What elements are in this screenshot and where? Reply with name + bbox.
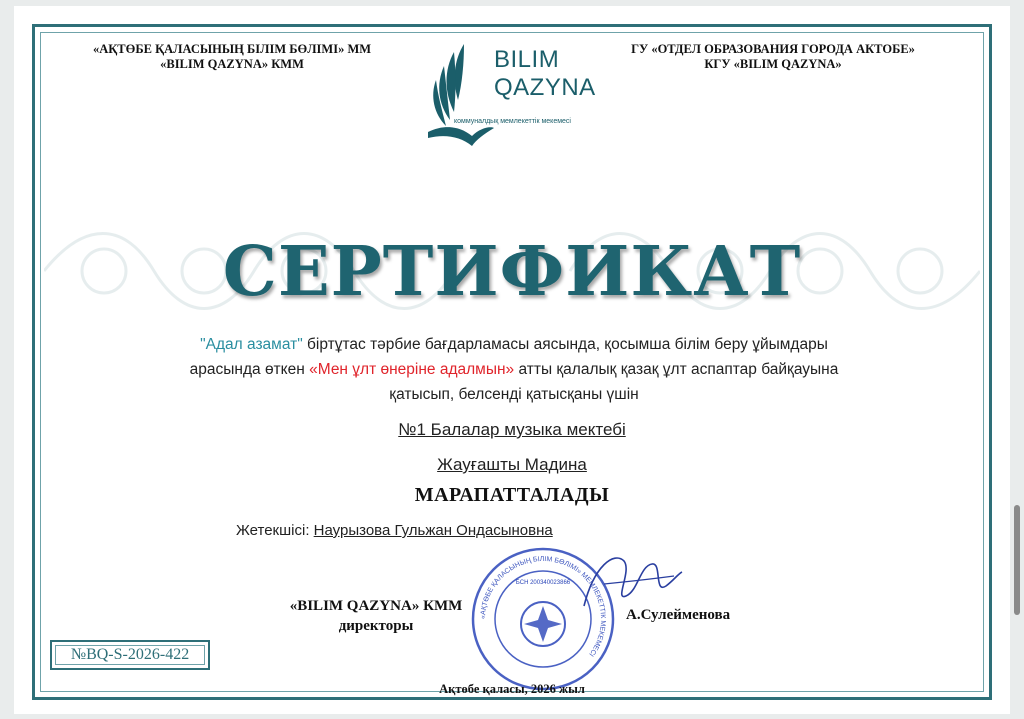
mentor-line (236, 522, 553, 539)
program-name: "Адал азамат" (200, 336, 303, 353)
header-right-line2: КГУ «BILIM QAZYNA» (704, 57, 842, 71)
certificate-number-text: №BQ-S-2026-422 (70, 646, 190, 663)
director-signature (574, 546, 684, 616)
body-text-part1: біртұтас тәрбие бағдарламасы аясында, қосымша білім беру ұйымдары арасында өткен (189, 336, 828, 378)
signer-name: А.Сулейменова (626, 607, 731, 623)
certificate-page (14, 6, 1010, 714)
recipient-name: Жауғашты Мадина (437, 455, 587, 474)
body-text-part2: атты қалалық қазақ ұлт аспаптар байқауына қатысып, белсенді қатысқаны үшін (389, 361, 839, 403)
logo-text-qazyna: QAZYNA (494, 74, 596, 101)
seal-inner-text: БСН 200340023866 (515, 580, 571, 586)
header-left-line2: «BILIM QAZYNA» КММ (160, 57, 304, 71)
footer-place-year: Ақтөбе қаласы, 2026 жыл (439, 682, 585, 696)
vertical-scrollbar[interactable] (1014, 505, 1020, 615)
book-wing-icon (424, 40, 494, 150)
seal-ring-text: «АҚТӨБЕ ҚАЛАСЫНЫҢ БІЛІМ БӨЛІМІ» МЕМЛЕКЕТТІК МЕКЕМЕСІ (479, 555, 607, 658)
header-left-line1: «АҚТӨБЕ ҚАЛАСЫНЫҢ БІЛІМ БӨЛІМІ» ММ (92, 42, 372, 56)
logo-text-bilim: BILIM (494, 46, 560, 73)
contest-name: «Мен ұлт өнеріне адалмын» (309, 361, 515, 378)
signature-organization (256, 596, 496, 636)
recipient-school-line (14, 420, 1010, 440)
recipient-school: №1 Балалар музыка мектебі (398, 420, 626, 439)
signature-org-line2: директоры (338, 618, 414, 634)
logo-tagline: коммуналдық мемлекеттік мекемесі (454, 118, 571, 125)
header-left (62, 42, 402, 72)
certificate-title: СЕРТИФИКАТ (222, 232, 802, 312)
certificate-number (50, 640, 210, 670)
mentor-name: Наурызова Гульжан Ондасыновна (313, 522, 553, 539)
header-right (600, 42, 946, 72)
header-right-line1: ГУ «ОТДЕЛ ОБРАЗОВАНИЯ ГОРОДА АКТОБЕ» (631, 42, 915, 56)
certificate-body-text (164, 332, 864, 407)
bilim-qazyna-logo (424, 36, 604, 156)
award-text: МАРАПАТТАЛАДЫ (414, 484, 610, 506)
signature-org-line1: «BILIM QAZYNA» КММ (289, 598, 463, 614)
recipient-name-line (14, 455, 1010, 475)
mentor-label: Жетекшісі: (236, 522, 314, 539)
